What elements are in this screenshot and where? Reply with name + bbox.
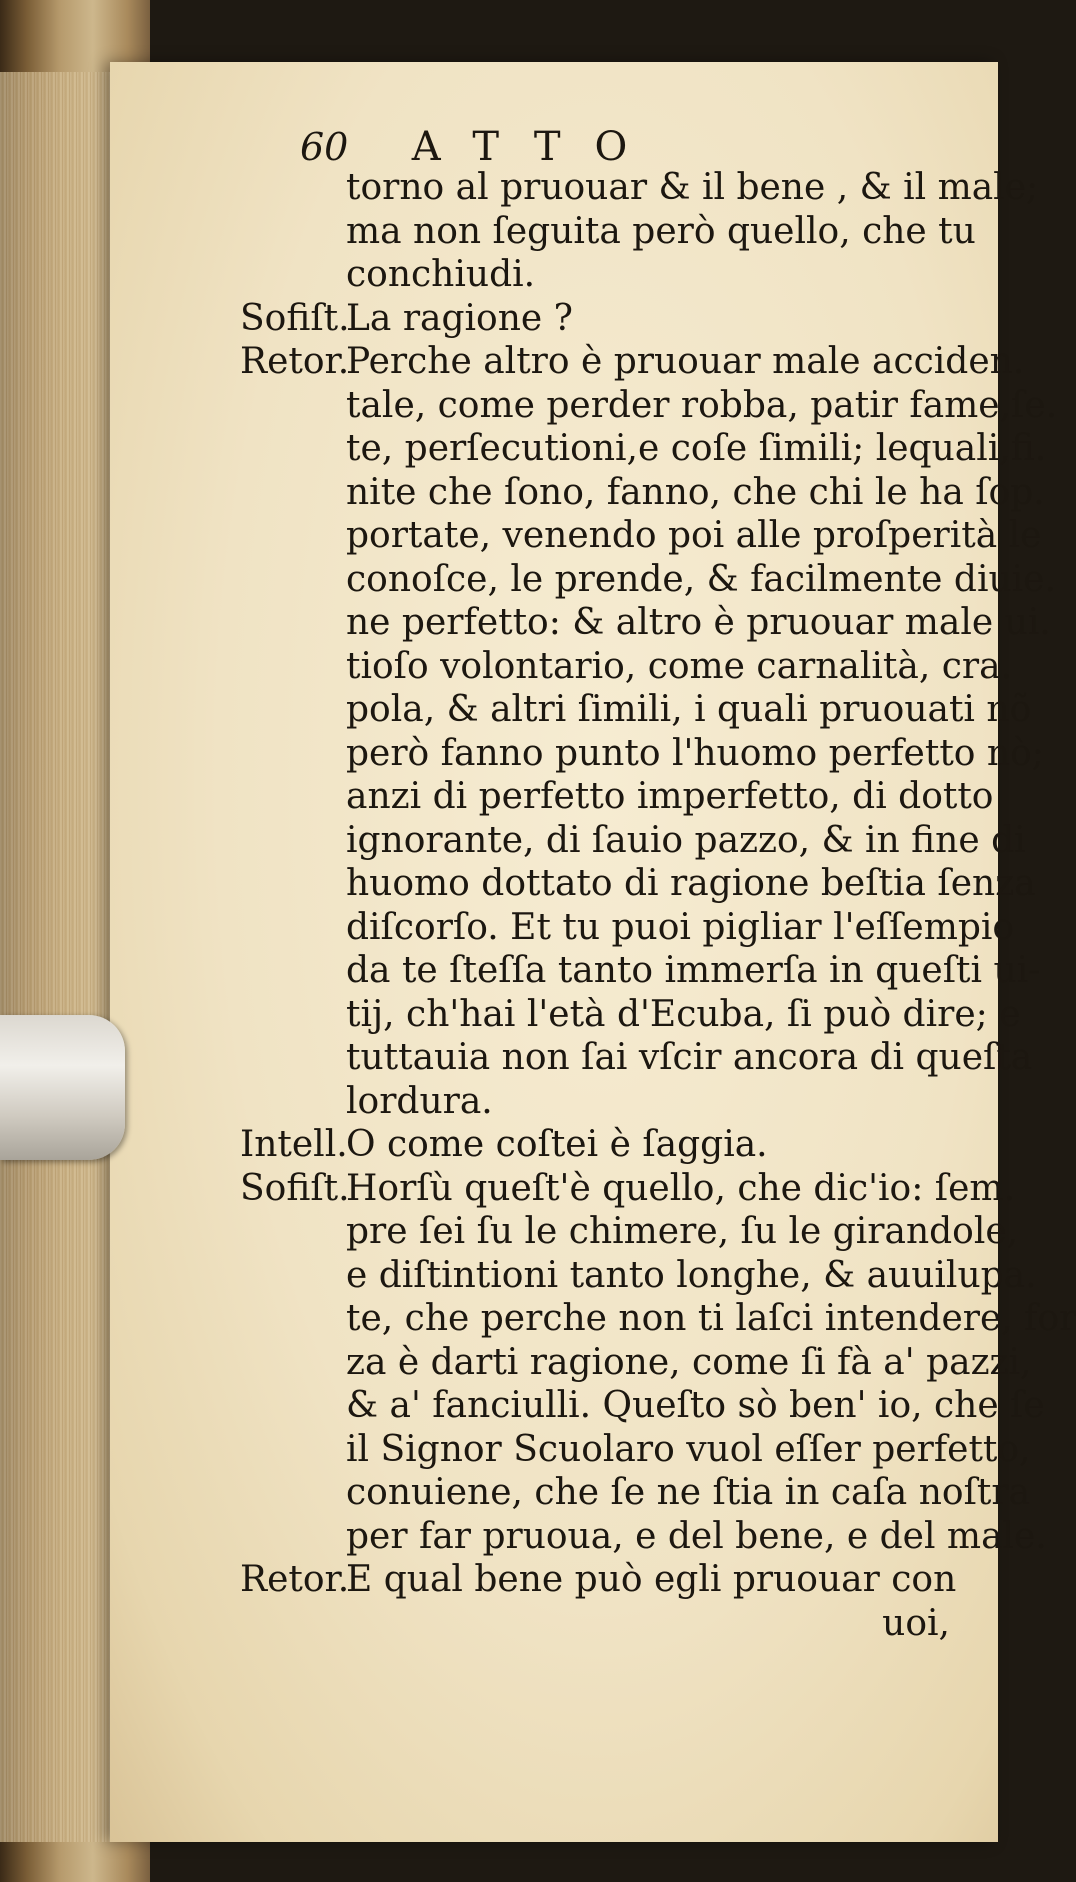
line-text: e diſtintioni tanto longhe, & auuilupa. [346, 1254, 1037, 1296]
text-line [240, 1210, 1019, 1254]
line-text: nite che ſono, fanno, che chi le ha ſop. [346, 471, 1045, 513]
text-line [240, 732, 1044, 776]
text-line [240, 775, 994, 819]
page-number: 60 [300, 125, 349, 169]
line-text: tij, ch'hai l'età d'Ecuba, ſi può dire; e [346, 993, 1021, 1035]
text-line [240, 253, 980, 297]
text-line [240, 993, 1021, 1037]
speaker-label: Intell. [240, 1124, 348, 1165]
line-text: E qual bene può egli pruouar con [346, 1559, 957, 1600]
text-line [240, 601, 1051, 645]
line-text: za è darti ragione, come ſi fà a' pazzi, [346, 1341, 1032, 1383]
text-line [240, 1167, 1016, 1211]
text-line [240, 688, 1032, 732]
line-text: torno al pruouar & il bene , & il male; [346, 167, 1039, 208]
speaker-label: Sofiſt. [240, 1167, 350, 1209]
text-line [240, 210, 980, 254]
line-text: per far pruoua, e del bene, e del male. [346, 1515, 1047, 1557]
line-text: ne perfetto: & altro è pruouar male ui. [346, 602, 1051, 643]
text-block [240, 166, 1076, 1645]
text-line [240, 1036, 1033, 1080]
text-line [240, 1384, 1045, 1428]
text-line [240, 1428, 1031, 1472]
text-line [240, 427, 1047, 471]
text-line [240, 297, 980, 341]
text-line [240, 819, 1026, 863]
line-text: ma non ſeguita però quello, che tu [346, 210, 976, 252]
text-line [240, 1558, 980, 1602]
text-line [240, 862, 1036, 906]
speaker-label: Retor. [240, 341, 350, 382]
line-text: pre ſei ſu le chimere, ſu le girandole, [346, 1211, 1019, 1252]
text-line [240, 514, 1042, 558]
line-text: Perche altro è pruouar male acciden. [346, 341, 1025, 382]
line-text: & a' fanciulli. Queſto sò ben' io, che ſe [346, 1385, 1045, 1426]
line-text: Horſù queſt'è quello, che dic'io: ſem. [346, 1167, 1016, 1209]
line-text: huomo dottato di ragione beſtia ſenza [346, 863, 1036, 904]
line-text: ignorante, di ſauio pazzo, & in fine di [346, 819, 1026, 861]
text-line [240, 1123, 980, 1167]
line-text: conoſce, le prende, & facilmente diuie. [346, 558, 1056, 600]
text-line [240, 166, 1039, 210]
line-text: portate, venendo poi alle proſperità le [346, 515, 1042, 556]
line-text: conchiudi. [346, 254, 536, 295]
text-line [240, 949, 1041, 993]
line-text: O come coſtei è ſaggia. [346, 1124, 768, 1165]
line-text: pola, & altri ſimili, i quali pruouati nõ [346, 689, 1032, 730]
line-text: tale, come perder robba, patir fame,ſe. [346, 384, 1058, 426]
text-line [240, 558, 1056, 602]
line-text: te, che perche non ti laſci intendere, for [346, 1298, 1076, 1339]
text-line [240, 906, 1015, 950]
page-clip [0, 1015, 125, 1160]
text-line [240, 1254, 1037, 1298]
line-text: il Signor Scuolaro vuol eſſer perfetto, [346, 1428, 1031, 1470]
speaker-label: Retor. [240, 1559, 350, 1600]
speaker-label: Sofiſt. [240, 297, 350, 339]
line-text: diſcorſo. Et tu puoi pigliar l'eſſempio [346, 906, 1015, 948]
line-text: conuiene, che ſe ne ſtia in caſa noſtra [346, 1472, 1031, 1513]
text-line [240, 1515, 1047, 1559]
line-text: te, perſecutioni,e coſe ſimili; lequali,fi. [346, 428, 1047, 469]
line-text: lordura. [346, 1080, 493, 1122]
text-line [240, 1297, 1076, 1341]
line-text: però fanno punto l'huomo perfetto nò; [346, 732, 1044, 774]
line-text: da te ſteſſa tanto immerſa in queſti ui- [346, 950, 1041, 991]
text-line [240, 645, 1013, 689]
text-line [240, 471, 1045, 515]
text-line [240, 384, 1058, 428]
text-line [240, 1080, 980, 1124]
line-text: anzi di perfetto imperfetto, di dotto [346, 776, 994, 817]
line-text: tuttauia non ſai vſcir ancora di queſta [346, 1037, 1033, 1078]
text-line [240, 1471, 1031, 1515]
line-text: La ragione ? [346, 297, 573, 339]
running-title: ATTO [411, 124, 662, 170]
text-line [240, 340, 1025, 384]
catchword: uoi, [882, 1602, 950, 1644]
line-text: tioſo volontario, come carnalità, cra. [346, 645, 1013, 687]
text-line [240, 1341, 1032, 1385]
